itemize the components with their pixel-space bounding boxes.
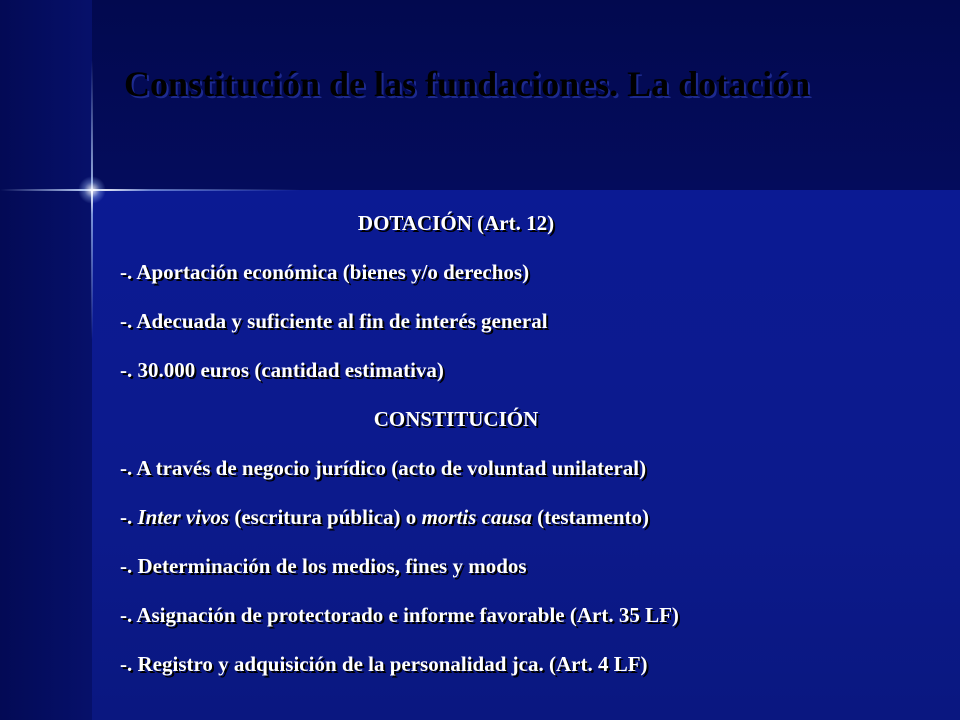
section-heading-dotacion: DOTACIÓN (Art. 12) <box>357 211 555 235</box>
section-heading-constitucion: CONSTITUCIÓN <box>373 407 539 431</box>
italic-term: mortis causa <box>421 505 532 529</box>
bullet-prefix: -. <box>120 505 138 529</box>
bullet-item: -. Asignación de protectorado e informe favorable (Art. 35 LF) <box>120 603 679 627</box>
bullet-item: -. A través de negocio jurídico (acto de voluntad unilateral) <box>120 456 647 480</box>
italic-term: Inter vivos <box>137 505 230 529</box>
bullet-item: -. 30.000 euros (cantidad estimativa) <box>120 358 444 382</box>
bullet-item-mixed <box>120 500 920 549</box>
sparkle-horizontal-line <box>0 189 300 191</box>
bullet-text: (testamento) <box>531 505 650 529</box>
bullet-text: (escritura pública) o <box>229 505 422 529</box>
sparkle-glow <box>78 176 106 204</box>
bullet-item: -. Determinación de los medios, fines y modos <box>120 554 527 578</box>
slide-title: Constitución de las fundaciones. La dotación <box>124 64 811 104</box>
bullet-item: -. Adecuada y suficiente al fin de interés general <box>120 309 548 333</box>
bullet-item: -. Registro y adquisición de la personalidad jca. (Art. 4 LF) <box>120 652 648 676</box>
slide-body <box>120 206 920 696</box>
bullet-item: -. Aportación económica (bienes y/o derechos) <box>120 260 530 284</box>
side-band <box>0 0 92 720</box>
